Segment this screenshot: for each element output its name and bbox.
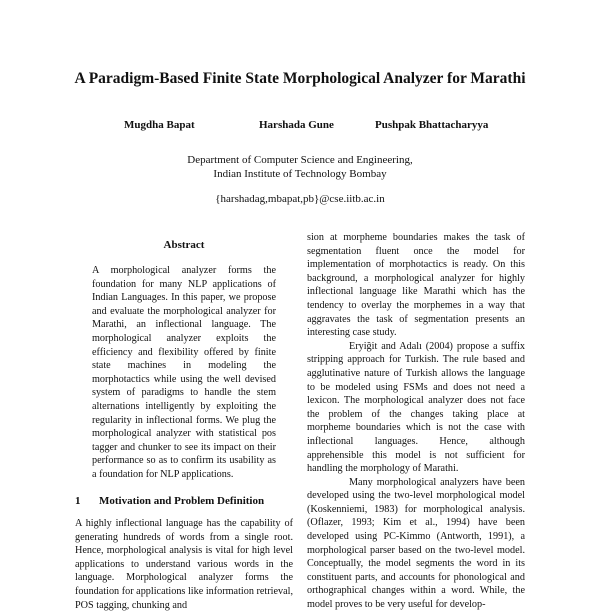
section-1-heading [75, 495, 305, 507]
right-paragraph-2: Eryiğit and Adalı (2004) propose a suffix stripping approach for Turkish. The rule based and agglutinative nature of Turkish allows the language to be modeled using FSMs and does not need a lexicon. The morphological analyzer does not face the problem of the changes taking place at morpheme boundaries which is not the case with inflectional languages. Hence, although apprehensible this model is not sufficient for handling the morphology of Marathi. [307, 340, 525, 475]
author-2: Harshada Gune [259, 119, 334, 131]
right-column [307, 231, 525, 612]
abstract-heading: Abstract [163, 239, 205, 251]
affiliation-department: Department of Computer Science and Engineering, [187, 154, 413, 166]
paper-title: A Paradigm-Based Finite State Morphological Analyzer for Marathi [74, 70, 526, 87]
author-1: Mugdha Bapat [124, 119, 195, 131]
author-3: Pushpak Bhattacharyya [375, 119, 489, 131]
right-paragraph-1: sion at morpheme boundaries makes the task of segmentation fluent once the model for implementation of morphotactics is ready. On this background, a morphological analyzer for highly inflectional language like Marathi which has the tendency to overlay the morphemes in a way that aggravates the task of segmentation presents an interesting case study. [307, 232, 525, 339]
section-1-body [75, 517, 293, 612]
abstract-text: A morphological analyzer forms the foundation for many NLP applications of Indian Languages. In this paper, we propose and evaluate the morphological analyzer for Marathi, an inflectional language. The morphological analyzer exploits the efficiency and flexibility offered by finite state machines in modeling the morphotactics while using the well devised system of paradigms to handle the stem alternations intelligently by exploiting the regularity in inflectional forms. We plug the morphological analyzer with statistical pos tagger and chunker to see its impact on their performance so as to confirm its usability as a foundation for NLP applications. [92, 265, 276, 480]
abstract-body [92, 264, 276, 482]
affiliation-email: {harshadag,mbapat,pb}@cse.iitb.ac.in [215, 193, 385, 205]
right-paragraph-3: Many morphological analyzers have been developed using the two-level morphological model (Koskenniemi, 1983) for morphological analysis. (Oflazer, 1993; Kim et al., 1994) have been developed using PC-Kimmo (Antworth, 1991), a morphological parser based on the two-level model. Conceptually, the model segments the word in its constituent parts, and accounts for phonological and orthographical changes within a word. While, the model proves to be very useful for develop- [307, 476, 525, 611]
section-1-paragraph: A highly inflectional language has the capability of generating hundreds of words from a single root. Hence, morphological analysis is vital for high level applications to understand various words in the language. Morphological analyzer forms the foundation for applications like information retrieval, POS tagging, chunking and [75, 518, 293, 611]
section-title: Motivation and Problem Definition [99, 495, 265, 507]
section-number: 1 [75, 495, 81, 507]
affiliation-institute: Indian Institute of Technology Bombay [213, 168, 387, 180]
